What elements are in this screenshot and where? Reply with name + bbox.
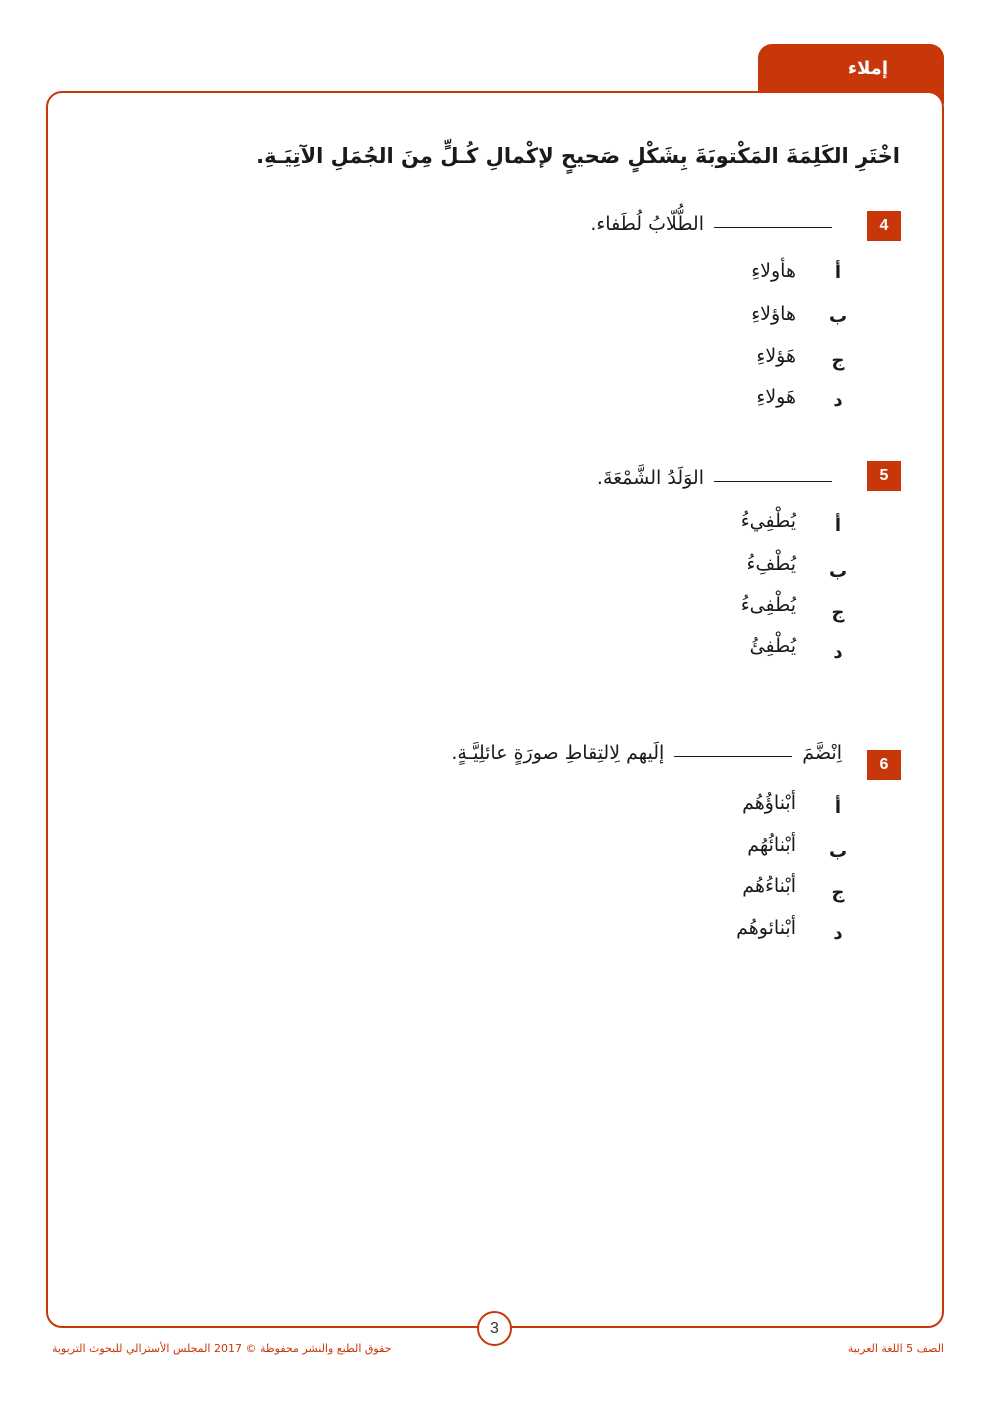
content-frame	[46, 91, 944, 1328]
question-4-stem	[590, 213, 842, 235]
option-text[interactable]: أبْناؤُهُم	[742, 792, 796, 814]
option-text[interactable]: يُطْفِئُ	[749, 635, 796, 657]
page-number: 3	[477, 1311, 512, 1346]
footer-copyright: حقوق الطبع والنشر محفوظة © 2017 المجلس الأسترالي للبحوث التربوية	[52, 1342, 392, 1355]
option-letter: ب	[828, 841, 848, 862]
option-letter: د	[833, 923, 843, 944]
answer-blank	[714, 227, 832, 228]
option-letter: ب	[828, 306, 848, 327]
option-text[interactable]: هَؤلاءِ	[756, 345, 796, 367]
question-6-stem-before: اِنْضَّمَ	[802, 742, 842, 764]
option-letter: ب	[828, 561, 848, 582]
question-4-stem-text: الطُّلّابُ لُطَفاء.	[590, 213, 704, 235]
option-text[interactable]: أبْناءُهُم	[742, 875, 796, 897]
option-text[interactable]: أبْنائُهُم	[747, 834, 796, 856]
question-number-4: 4	[867, 211, 901, 241]
option-text[interactable]: يُطْفِىءُ	[740, 594, 796, 616]
option-letter: د	[833, 642, 843, 663]
option-text[interactable]: يُطْفِءُ	[746, 553, 796, 575]
question-number-6: 6	[867, 750, 901, 780]
question-number-5: 5	[867, 461, 901, 491]
option-text[interactable]: أبْنائوهُم	[736, 917, 796, 939]
question-5-stem-text: الوَلَدُ الشَّمْعَةَ.	[596, 467, 704, 489]
footer-course-label: الصف 5 اللغة العربية	[847, 1342, 944, 1355]
answer-blank	[714, 481, 832, 482]
question-6-stem	[451, 742, 842, 764]
instruction-text: اخْتَرِ الكَلِمَةَ المَكْتوبَةَ بِشَكْلٍ صَحيحٍ لإكْمالِ كُـلٍّ مِنَ الجُمَلِ الآتِيَـةِ.	[256, 144, 900, 168]
option-letter: أ	[834, 262, 842, 283]
option-letter: ج	[831, 602, 845, 623]
option-letter: ج	[831, 350, 845, 371]
option-letter: أ	[834, 515, 842, 536]
option-letter: أ	[834, 797, 842, 818]
option-letter: د	[833, 390, 843, 411]
option-text[interactable]: هأولاءِ	[751, 260, 796, 282]
question-6-stem-text: إلَيهم لِالتِقاطِ صورَةٍ عائلِيَّـةٍ.	[451, 742, 665, 764]
option-text[interactable]: هاؤلاءِ	[751, 303, 796, 325]
answer-blank	[674, 756, 792, 757]
option-text[interactable]: هَولاءِ	[756, 386, 796, 408]
option-text[interactable]: يُطْفِيءُ	[740, 510, 796, 532]
section-tab-label: إملاء	[847, 58, 888, 79]
question-5-stem	[597, 467, 842, 489]
option-letter: ج	[831, 882, 845, 903]
